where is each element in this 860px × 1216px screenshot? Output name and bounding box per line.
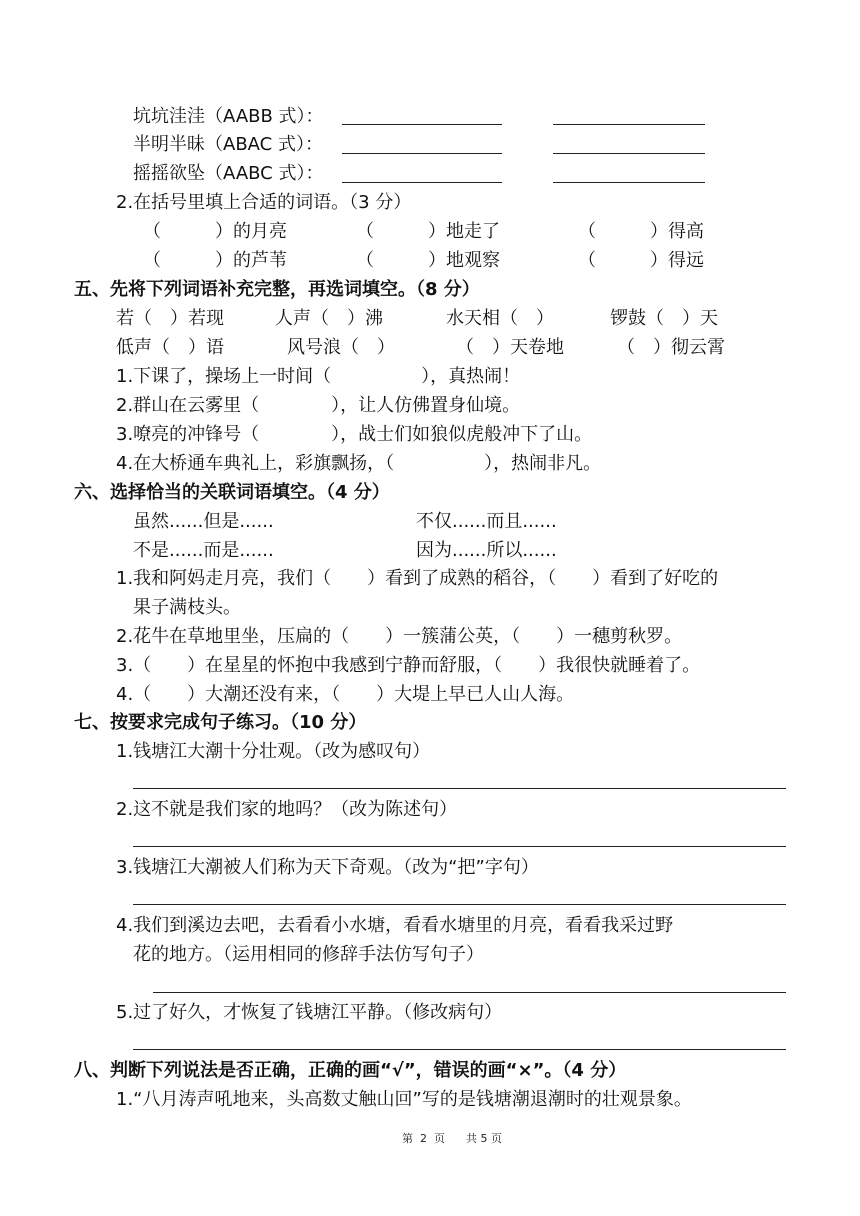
- pattern-aabc-label: 摇摇欲坠（AABC 式）：: [133, 163, 324, 184]
- answer-line[interactable]: [133, 846, 786, 847]
- question-text: 2.群山在云雾里（ ），让人仿佛置身仙境。: [116, 395, 521, 416]
- question-text: 3.钱塘江大潮被人们称为天下奇观。（改为“把”字句）: [116, 857, 539, 878]
- question-text: 1.钱塘江大潮十分壮观。（改为感叹句）: [116, 741, 431, 762]
- word-item: 低声（ ）语: [116, 337, 224, 358]
- question-text: 1.下课了，操场上一时间（ ），真热闹！: [116, 366, 521, 387]
- answer-blank[interactable]: [342, 182, 502, 183]
- section-7-heading: 七、按要求完成句子练习。（10 分）: [74, 712, 367, 733]
- pattern-abac-label: 半明半昧（ABAC 式）：: [133, 134, 323, 155]
- fill-item: （ ）地走了: [356, 221, 500, 242]
- answer-blank[interactable]: [553, 182, 705, 183]
- word-item: 若（ ）若现: [116, 308, 224, 329]
- answer-line[interactable]: [133, 788, 786, 789]
- question-text: 3.嘹亮的冲锋号（ ），战士们如狼似虎般冲下了山。: [116, 424, 593, 445]
- conjunction-option: 虽然......但是......: [133, 511, 274, 532]
- section-8-heading: 八、判断下列说法是否正确，正确的画“√”，错误的画“×”。（4 分）: [74, 1060, 627, 1081]
- question-text: 4.（ ）大潮还没有来，（ ）大堤上早已人山人海。: [116, 684, 575, 705]
- question-text: 5.过了好久，才恢复了钱塘江平静。（修改病句）: [116, 1002, 503, 1023]
- question-text: 花的地方。（运用相同的修辞手法仿写句子）: [133, 944, 484, 965]
- section-6-heading: 六、选择恰当的关联词语填空。（4 分）: [74, 482, 390, 503]
- fill-item: （ ）的芦苇: [143, 250, 287, 271]
- answer-blank[interactable]: [553, 124, 705, 125]
- word-item: （ ）彻云霄: [617, 337, 725, 358]
- question-text: 3.（ ）在星星的怀抱中我感到宁静而舒服，（ ）我很快就睡着了。: [116, 655, 701, 676]
- word-item: （ ）天卷地: [456, 337, 564, 358]
- answer-line[interactable]: [153, 992, 786, 993]
- fill-item: （ ）地观察: [356, 250, 500, 271]
- question-text: 2.这不就是我们家的地吗？（改为陈述句）: [116, 799, 458, 820]
- answer-blank[interactable]: [342, 124, 502, 125]
- section-5-heading: 五、先将下列词语补充完整，再选词填空。（8 分）: [74, 279, 480, 300]
- fill-item: （ ）的月亮: [143, 221, 287, 242]
- question-text: 1.“八月涛声吼地来，头高数丈触山回”写的是钱塘潮退潮时的壮观景象。: [116, 1089, 692, 1110]
- conjunction-option: 因为......所以......: [416, 540, 557, 561]
- answer-line[interactable]: [133, 1049, 786, 1050]
- fill-item: （ ）得高: [578, 221, 704, 242]
- conjunction-option: 不仅......而且......: [416, 511, 557, 532]
- word-item: 风号浪（ ）: [287, 337, 395, 358]
- answer-line[interactable]: [133, 904, 786, 905]
- answer-blank[interactable]: [342, 153, 502, 154]
- word-item: 锣鼓（ ）天: [610, 308, 718, 329]
- word-item: 人声（ ）沸: [275, 308, 383, 329]
- question-text: 4.在大桥通车典礼上，彩旗飘扬，（ ），热闹非凡。: [116, 453, 602, 474]
- question-text: 1.我和阿妈走月亮，我们（ ）看到了成熟的稻谷，（ ）看到了好吃的: [116, 568, 719, 589]
- question-2-fill-words: 2.在括号里填上合适的词语。（3 分）: [116, 192, 412, 213]
- fill-item: （ ）得远: [578, 250, 704, 271]
- answer-blank[interactable]: [553, 153, 705, 154]
- conjunction-option: 不是......而是......: [133, 540, 274, 561]
- question-text: 果子满枝头。: [133, 597, 241, 618]
- question-text: 4.我们到溪边去吧，去看看小水塘，看看水塘里的月亮，看看我采过野: [116, 915, 674, 936]
- pattern-aabb-label: 坑坑洼洼（AABB 式）：: [133, 106, 324, 127]
- question-text: 2.花牛在草地里坐，压扁的（ ）一簇蒲公英，（ ）一穗剪秋罗。: [116, 626, 683, 647]
- page-footer: 第 2 页 共 5 页: [402, 1132, 502, 1145]
- word-item: 水天相（ ）: [446, 308, 554, 329]
